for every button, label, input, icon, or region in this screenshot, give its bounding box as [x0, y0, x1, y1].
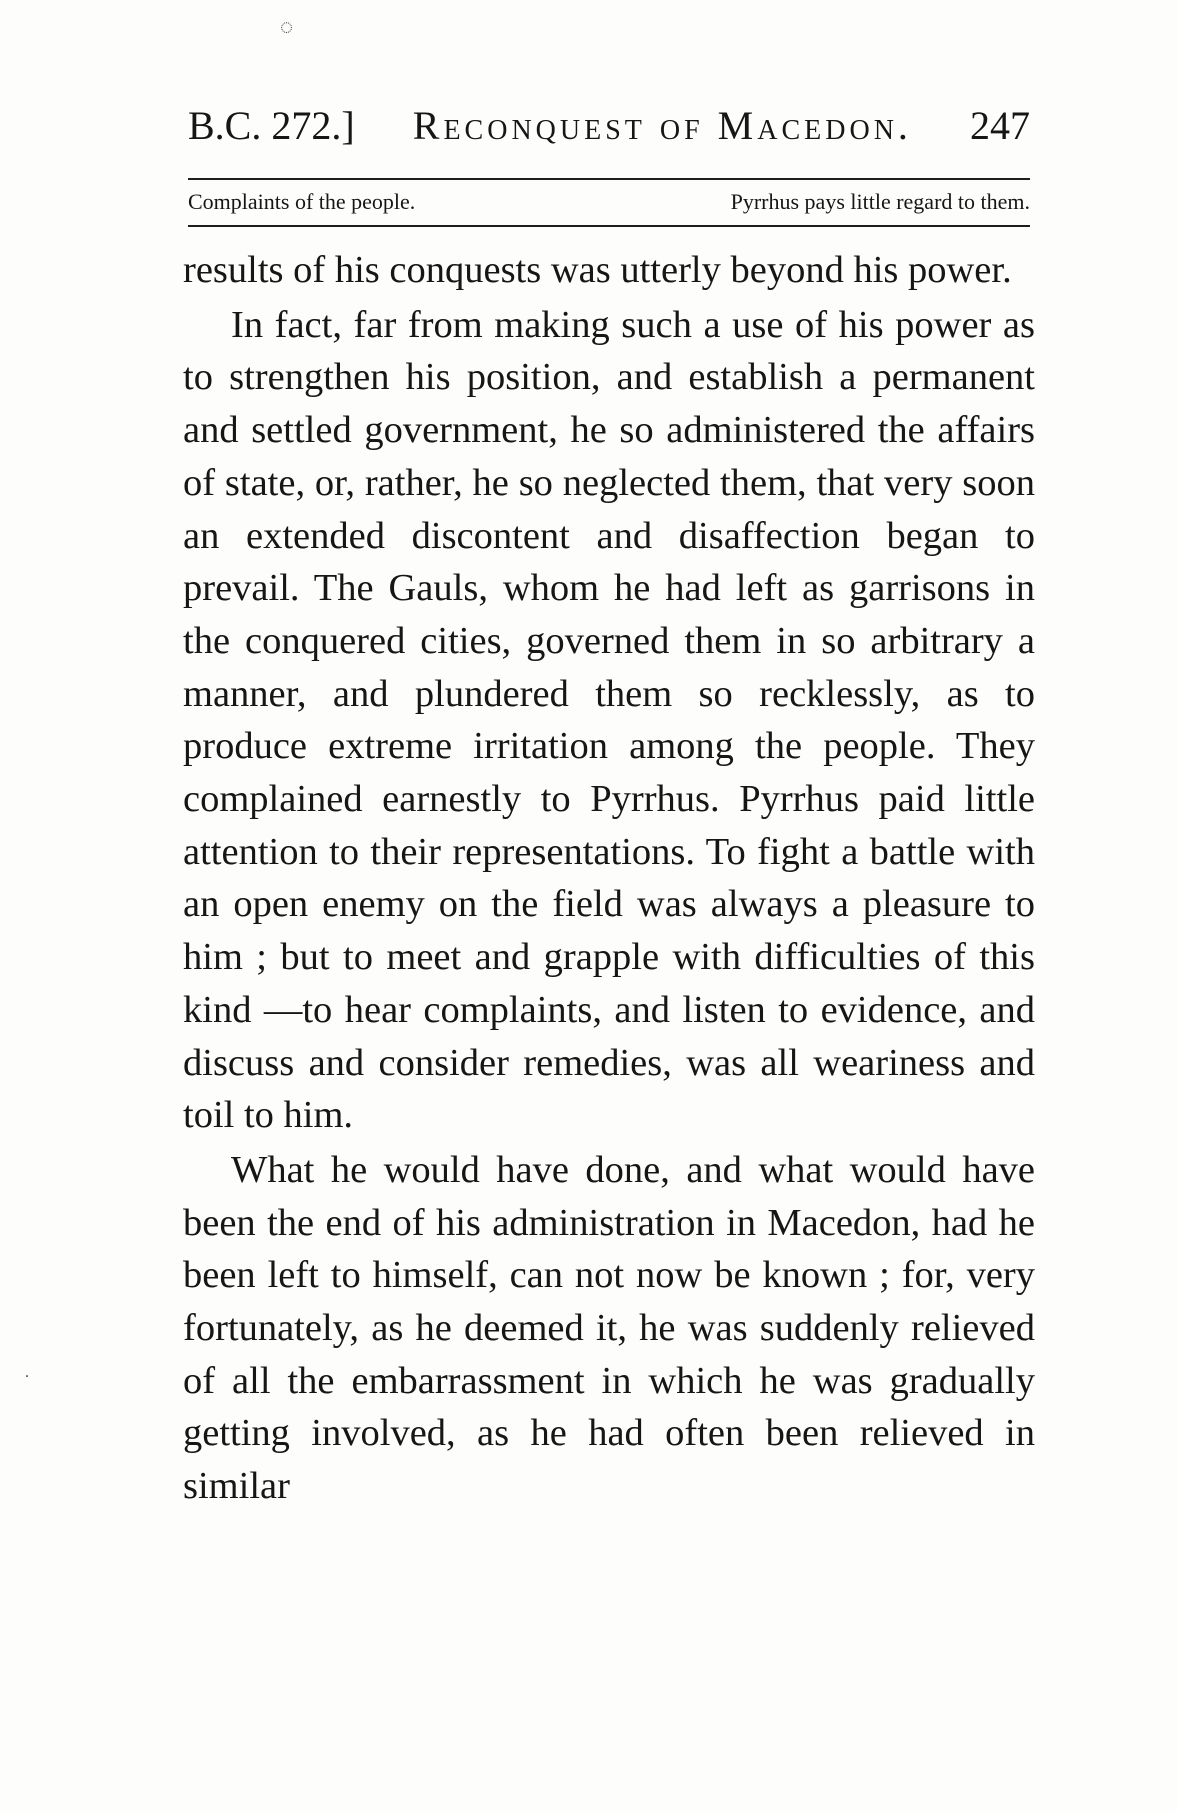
paragraph: What he would have done, and what would have been the end of his administration in Macedon, had he been left to himself, can not now be known ; for, very fortunately, as he deemed it, he was suddenly relieved of all the embarrassment in which he was gradually getting involved, as he had often been relieved in similar [183, 1148, 1035, 1508]
header-rule-bottom [188, 225, 1030, 227]
header-rule-top [188, 178, 1030, 180]
page-number: 247 [970, 103, 1030, 148]
ink-speck: ˙ [24, 1371, 30, 1391]
body-text [183, 244, 1035, 1513]
running-head [188, 103, 1030, 148]
header-title: Reconquest of Macedon. [412, 103, 912, 148]
paragraph: results of his conquests was utterly beyond his power. [183, 249, 1012, 291]
marginal-note-left: Complaints of the people. [188, 189, 416, 214]
header-date: B.C. 272.] [188, 103, 355, 148]
paragraph: In fact, far from making such a use of his power as to strengthen his position, and establish a permanent and settled government, he so administered the affairs of state, or, rather, he so neglected them, that very soon an extended discontent and disaffection began to prevail. The Gauls, whom he had left as garrisons in the conquered cities, governed them in so arbitrary a manner, and plundered them so recklessly, as to produce extreme irritation among the people. They complained earnestly to Pyrrhus. Pyrrhus paid little attention to their representations. To fight a battle with an open enemy on the field was always a pleasure to him ; but to meet and grapple with difficulties of this kind —to hear complaints, and listen to evidence, and discuss and consider remedies, was all weariness and toil to him. [183, 303, 1035, 1137]
marginal-notes [188, 189, 1030, 215]
marginal-note-right: Pyrrhus pays little regard to them. [730, 189, 1030, 214]
ink-speck: ◌ [280, 14, 294, 39]
